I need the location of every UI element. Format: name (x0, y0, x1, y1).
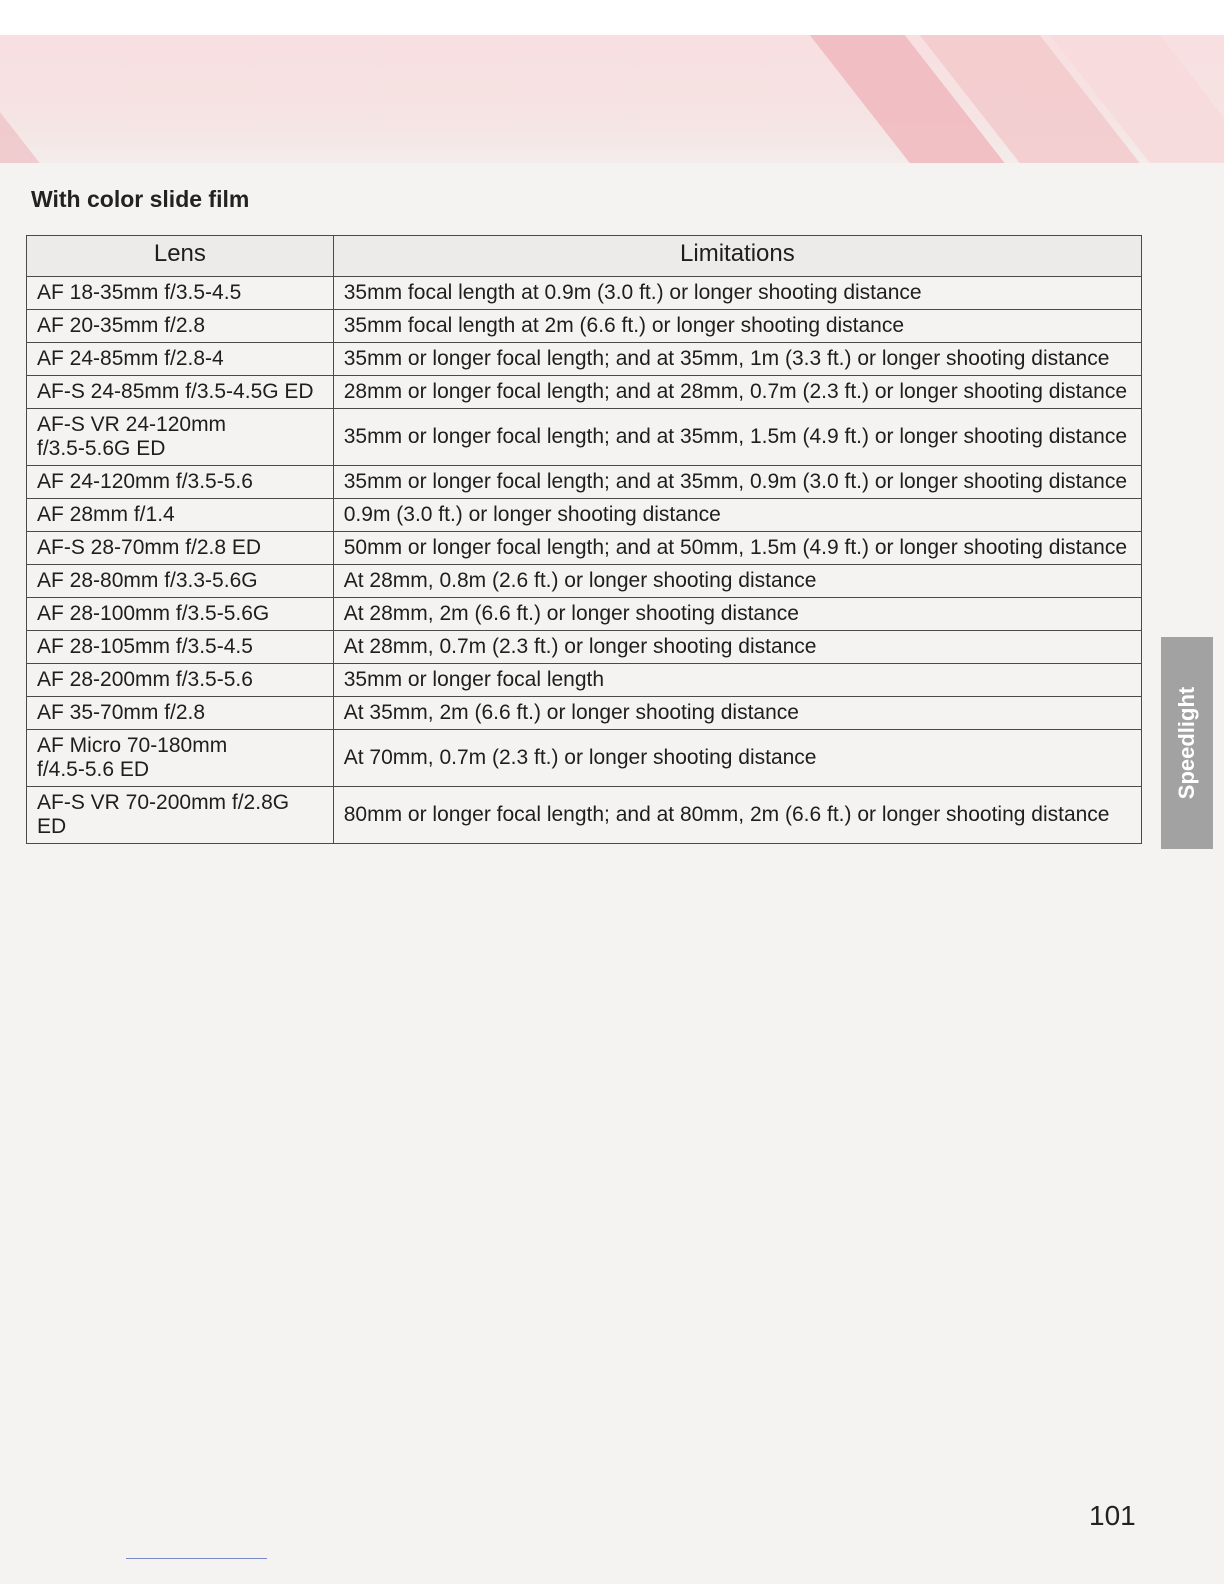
table-row (27, 565, 1142, 598)
limitation-cell: 28mm or longer focal length; and at 28mm, 0.7m (2.3 ft.) or longer shooting distance (333, 376, 1141, 409)
header-decoration (0, 35, 1224, 163)
limitation-cell: At 28mm, 0.8m (2.6 ft.) or longer shooting distance (333, 565, 1141, 598)
table-row (27, 343, 1142, 376)
lens-cell: AF-S VR 24-120mm f/3.5-5.6G ED (27, 409, 334, 466)
lens-limitations-table (26, 235, 1142, 844)
lens-cell: AF-S 28-70mm f/2.8 ED (27, 532, 334, 565)
lens-cell: AF-S VR 70-200mm f/2.8G ED (27, 787, 334, 844)
table-row (27, 664, 1142, 697)
table-row (27, 631, 1142, 664)
limitation-cell: 0.9m (3.0 ft.) or longer shooting distance (333, 499, 1141, 532)
limitation-cell: 35mm focal length at 0.9m (3.0 ft.) or longer shooting distance (333, 277, 1141, 310)
column-header-lens: Lens (27, 236, 334, 277)
table-row (27, 310, 1142, 343)
lens-cell: AF 28-200mm f/3.5-5.6 (27, 664, 334, 697)
lens-cell: AF 18-35mm f/3.5-4.5 (27, 277, 334, 310)
lens-cell: AF 24-85mm f/2.8-4 (27, 343, 334, 376)
page-number: 101 (1089, 1500, 1136, 1531)
table-row (27, 598, 1142, 631)
lens-cell: AF 28-100mm f/3.5-5.6G (27, 598, 334, 631)
lens-cell: AF 28-105mm f/3.5-4.5 (27, 631, 334, 664)
limitation-cell: 35mm or longer focal length; and at 35mm, 1m (3.3 ft.) or longer shooting distance (333, 343, 1141, 376)
table-row (27, 409, 1142, 466)
table-row (27, 277, 1142, 310)
limitation-cell: 35mm or longer focal length; and at 35mm, 1.5m (4.9 ft.) or longer shooting distance (333, 409, 1141, 466)
table-header-row (27, 236, 1142, 277)
table-row (27, 697, 1142, 730)
limitation-cell: 35mm focal length at 2m (6.6 ft.) or longer shooting distance (333, 310, 1141, 343)
page-top-margin (0, 0, 1224, 35)
lens-cell: AF 20-35mm f/2.8 (27, 310, 334, 343)
table-body (27, 277, 1142, 844)
limitation-cell: At 28mm, 2m (6.6 ft.) or longer shooting distance (333, 598, 1141, 631)
column-header-limitations: Limitations (333, 236, 1141, 277)
lens-cell: AF 28-80mm f/3.3-5.6G (27, 565, 334, 598)
lens-cell: AF Micro 70-180mm f/4.5-5.6 ED (27, 730, 334, 787)
limitation-cell: At 70mm, 0.7m (2.3 ft.) or longer shooting distance (333, 730, 1141, 787)
table-row (27, 787, 1142, 844)
lens-cell: AF-S 24-85mm f/3.5-4.5G ED (27, 376, 334, 409)
lens-cell: AF 28mm f/1.4 (27, 499, 334, 532)
limitation-cell: 35mm or longer focal length; and at 35mm, 0.9m (3.0 ft.) or longer shooting distance (333, 466, 1141, 499)
limitation-cell: 35mm or longer focal length (333, 664, 1141, 697)
table-row (27, 466, 1142, 499)
lens-cell: AF 24-120mm f/3.5-5.6 (27, 466, 334, 499)
table-row (27, 730, 1142, 787)
table-row (27, 499, 1142, 532)
table-row (27, 532, 1142, 565)
section-side-tab (1161, 637, 1213, 849)
table-row (27, 376, 1142, 409)
limitation-cell: 50mm or longer focal length; and at 50mm, 1.5m (4.9 ft.) or longer shooting distance (333, 532, 1141, 565)
header-stripe (0, 35, 112, 163)
lens-cell: AF 35-70mm f/2.8 (27, 697, 334, 730)
footer-rule (126, 1558, 267, 1559)
limitation-cell: At 28mm, 0.7m (2.3 ft.) or longer shooting distance (333, 631, 1141, 664)
side-tab-label: Speedlight (1174, 686, 1199, 800)
section-heading: With color slide film (31, 186, 250, 212)
limitation-cell: 80mm or longer focal length; and at 80mm, 2m (6.6 ft.) or longer shooting distance (333, 787, 1141, 844)
limitation-cell: At 35mm, 2m (6.6 ft.) or longer shooting distance (333, 697, 1141, 730)
